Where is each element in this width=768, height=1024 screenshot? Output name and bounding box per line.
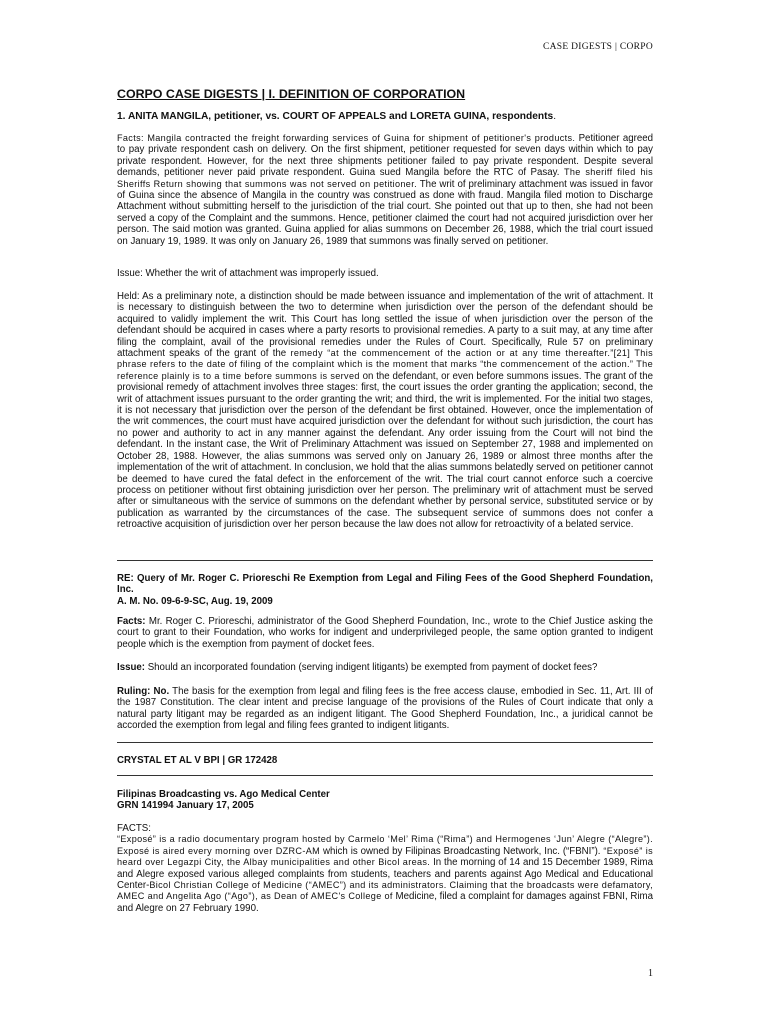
- section-divider: [117, 775, 653, 776]
- case-1-held-text: Held: As a preliminary note, a distinction should be made between issuance and implementation of the writ of attachment. It is necessary to distinguish between the two to determine when jurisdiction over the person of the defendant should be acquired to validly implement the writ. This Court has long settled the issue of when jurisdiction over the person of the defendant should be acquired in cases where a party resorts to provisional remedies. A party to a suit may, at any time after filing the complaint, avail of the provisional remedies under the Rules of Court. Specifically, Rule 57 on preliminary attachment speaks of the grant of the remedy “at the commencement of the action or at any time thereafter.”[21] This phrase refers to the date of filing of the complaint which is the moment that marks “the commencement of the action.” The reference plainly is to a time before summons is served on the defendant, or even before summons issues. The grant of the provisional remedy of attachment involves three stages: first, the court issues the order granting the application; second, the writ of attachment issues pursuant to the order granting the writ; and third, the writ is implemented. For the initial two stages, it is not necessary that jurisdiction over the person of the defendant be first obtained. However, once the implementation of the writ commences, the court must have acquired jurisdiction over the defendant for without such jurisdiction, the court has no power and authority to act in any manner against the defendant. Any order issuing from the Court will not bind the defendant. In the instant case, the Writ of Preliminary Attachment was issued on September 27, 1988 and implemented on October 28, 1988. However, the alias summons was served only on January 26, 1989 or almost three months after the implementation of the writ of attachment. In conclusion, we hold that the alias summons belatedly served on petitioner cannot be deemed to have cured the fatal defect in the enforcement of the writ. The trial court cannot enforce such a coercive process on petitioner without first obtaining jurisdiction over her person. The preliminary writ of attachment must be served after or simultaneous with the service of summons on the defendant whether by personal service, substituted service or by publication as warranted by the circumstances of the case. The subsequent service of summons does not confer a retroactive acquisition of jurisdiction over her person because the law does not allow for retroactivity of a belated service.: [117, 291, 654, 531]
- case-2-issue: Issue: Should an incorporated foundation (serving indigent litigants) be exempted from payment of docket fees?: [117, 662, 598, 673]
- page-number: 1: [648, 968, 653, 979]
- case-1-title: 1. ANITA MANGILA, petitioner, vs. COURT OF APPEALS and LORETA GUINA, respondents.: [117, 111, 557, 122]
- case-2: [117, 573, 653, 607]
- case-2-citation: A. M. No. 09-6-9-SC, Aug. 19, 2009: [117, 595, 273, 607]
- case-1: [117, 111, 653, 122]
- case-1-facts: [117, 133, 653, 247]
- page-title: CORPO CASE DIGESTS | I. DEFINITION OF CORPORATION: [117, 87, 466, 101]
- case-1-issue: Issue: Whether the writ of attachment was improperly issued.: [117, 268, 379, 279]
- case-3: CRYSTAL ET AL V BPI | GR 172428: [117, 755, 278, 766]
- case-4-facts: [117, 823, 653, 914]
- case-2-ruling: Ruling: No. The basis for the exemption from legal and filing fees is the free access clause, embodied in Sec. 11, Art. III of the 1987 Constitution. The clear intent and precise language of the provisions of the Rules of Court indicate that only a natural party litigant may be regarded as an indigent litigant. The Good Shepherd Foundation, Inc., a juridical cannot be accorded the exemption from legal and filing fees granted to indigent litigants.: [117, 686, 653, 732]
- case-4-citation: GRN 141994 January 17, 2005: [117, 800, 254, 812]
- case-1-facts-text: Facts: Mangila contracted the freight forwarding services of Guina for shipment of petitioner's products. Petitioner agreed to pay private respondent cash on delivery. On the first shipment, petitioner requested for seven days within which to pay private respondent. However, for the next three shipments petitioner failed to pay private respondent. Despite several demands, petitioner never paid private respondent. Guina sued Mangila before the RTC of Pasay. The sheriff filed his Sheriffs Return showing that summons was not served on petitioner. The writ of preliminary attachment was issued in favor of Guina since the absence of Mangila in the country was construed as done with fraud. Mangila filed motion to Discharge Attachment without submitting herself to the jurisdiction of the trial court. She pointed out that up to then, she had not been served a copy of the Complaint and the summons. Hence, petitioner claimed the court had not acquired jurisdiction over her person. The said motion was granted. Guina applied for alias summons on December 26, 1988, which the trial court issued on January 19, 1989. It was only on January 26, 1989 that summons was finally served on petitioner.: [117, 133, 653, 247]
- section-divider: [117, 560, 653, 561]
- case-2-title: RE: Query of Mr. Roger C. Prioreschi Re Exemption from Legal and Filing Fees of the Good Shepherd Foundation, Inc.: [117, 573, 653, 596]
- case-4-facts-heading: FACTS:: [117, 823, 151, 834]
- running-head: CASE DIGESTS | CORPO: [542, 42, 653, 52]
- section-divider: [117, 742, 653, 743]
- case-1-held: [117, 291, 653, 531]
- case-4: [117, 789, 653, 812]
- case-4-facts-text: “Exposé” is a radio documentary program hosted by Carmelo ‘Mel’ Rima (“Rima”) and Hermogenes ‘Jun’ Alegre (“Alegre”). Exposé is aired every morning over DZRC-AM which is owned by Filipinas Broadcasting Network, Inc. (“FBNI”). “Exposé” is heard over Legazpi City, the Albay municipalities and other Bicol areas. In the morning of 14 and 15 December 1989, Rima and Alegre exposed various alleged complaints from students, teachers and parents against Ago Medical and Educational Center-Bicol Christian College of Medicine (“AMEC”) and its administrators. Claiming that the broadcasts were defamatory, AMEC and Angelita Ago (“Ago”), as Dean of AMEC's College of Medicine, filed a complaint for damages against FBNI, Rima and Alegre on 27 February 1990.: [117, 834, 653, 914]
- case-2-facts: Facts: Mr. Roger C. Prioreschi, administrator of the Good Shepherd Foundation, Inc., wrote to the Chief Justice asking the court to grant to their Foundation, who works for indigent and underprivileged people, the same option granted to indigent people which is the exemption from payment of docket fees.: [117, 616, 654, 650]
- case-4-title: Filipinas Broadcasting vs. Ago Medical Center: [117, 789, 330, 800]
